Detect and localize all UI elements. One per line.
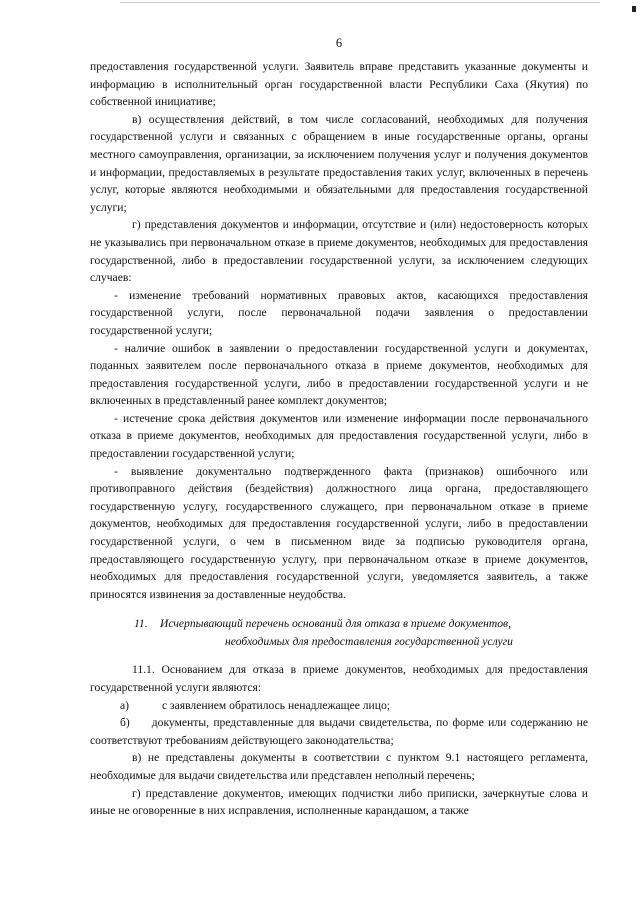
document-page [90, 34, 588, 820]
list-item-g: г) представление документов, имеющих подчистки либо приписки, зачеркнутые слова и иные не оговоренные в них исправления, исполненные карандашом, а также [90, 786, 588, 818]
paragraph-dash-2: - наличие ошибок в заявлении о предоставлении государственной услуги и документах, поданных заявителем после первоначального отказа в приеме документов, необходимых для предоставления государственной услуги, либо в предоставлении государственной услуги и не включенных в представленный ранее комплект документов; [90, 341, 588, 408]
list-item-a-label: а) [120, 698, 130, 712]
section-number: 11. [134, 617, 148, 631]
page-number: 6 [335, 36, 343, 50]
section-heading [90, 615, 588, 651]
scan-corner-mark [632, 6, 636, 12]
list-item-v: в) не представлены документы в соответствии с пунктом 9.1 настоящего регламента, необходимые для выдачи свидетельства или представлен неполный перечень; [90, 751, 588, 782]
paragraph-dash-3: - истечение срока действия документов или изменение информации после первоначального отказа в приеме документов, необходимых для предоставления государственной услуги, либо в предоставлении государственной услуги; [90, 411, 588, 461]
list-item-b [90, 714, 588, 749]
paragraph-item-g: г) представления документов и информации, отсутствие и (или) недостоверность которых не указывались при первоначальном отказе в приеме документов, необходимых для предоставления государственной, либо в предоставлении государственной услуги, за исключением следующих случаев: [90, 218, 588, 285]
paragraph-11-1: 11.1. Основанием для отказа в приеме документов, необходимых для предоставления государственной услуги являются: [90, 663, 588, 694]
paragraph-continuation: предоставления государственной услуги. Заявитель вправе представить указанные документы и информацию в исполнительный орган государственной власти Республики Саха (Якутия) по собственной инициативе; [90, 60, 588, 109]
paragraph-dash-1: - изменение требований нормативных правовых актов, касающихся предоставления государственной услуги, после первоначальной подачи заявления о предоставлении государственной услуги; [90, 288, 588, 337]
section-title-line2: необходимых для предоставления государственной услуги [225, 635, 513, 649]
list-item-b-label: б) [120, 716, 130, 730]
scan-top-edge [120, 2, 600, 3]
list-item-a-text: с заявлением обратилось ненадлежащее лицо; [162, 698, 390, 712]
paragraph-item-v: в) осуществления действий, в том числе согласований, необходимых для получения государственной услуги и связанных с обращением в иные государственные органы, органы местного самоуправления, организации, за исключением получения услуг и получения документов и информации, предоставляемых в результате предоставления таких услуг, включенных в перечень услуг, которые являются необходимыми и обязательными для предоставления государственной услуги; [90, 112, 588, 214]
list-item-a [90, 697, 588, 715]
paragraph-dash-4: - выявление документально подтвержденного факта (признаков) ошибочного или противоправного действия (бездействия) должностного лица органа, предоставляющего государственную услугу, государственного служащего, при первоначальном отказе в приеме документов, необходимых для предоставления государственной услуги, либо в предоставлении государственной услуги, о чем в письменном виде за подписью руководителя органа, предоставляющего государственную услугу, при первоначальном отказе в приеме документов, необходимых для предоставления государственной услуги, уведомляется заявитель, а также приносятся извинения за доставленные неудобства. [90, 464, 588, 601]
list-item-b-text: документы, представленные для выдачи свидетельства, по форме или содержанию не соответствуют требованиям действующего законодательства; [90, 716, 588, 747]
section-title-line1: Исчерпывающий перечень оснований для отказа в приеме документов, [160, 617, 511, 631]
